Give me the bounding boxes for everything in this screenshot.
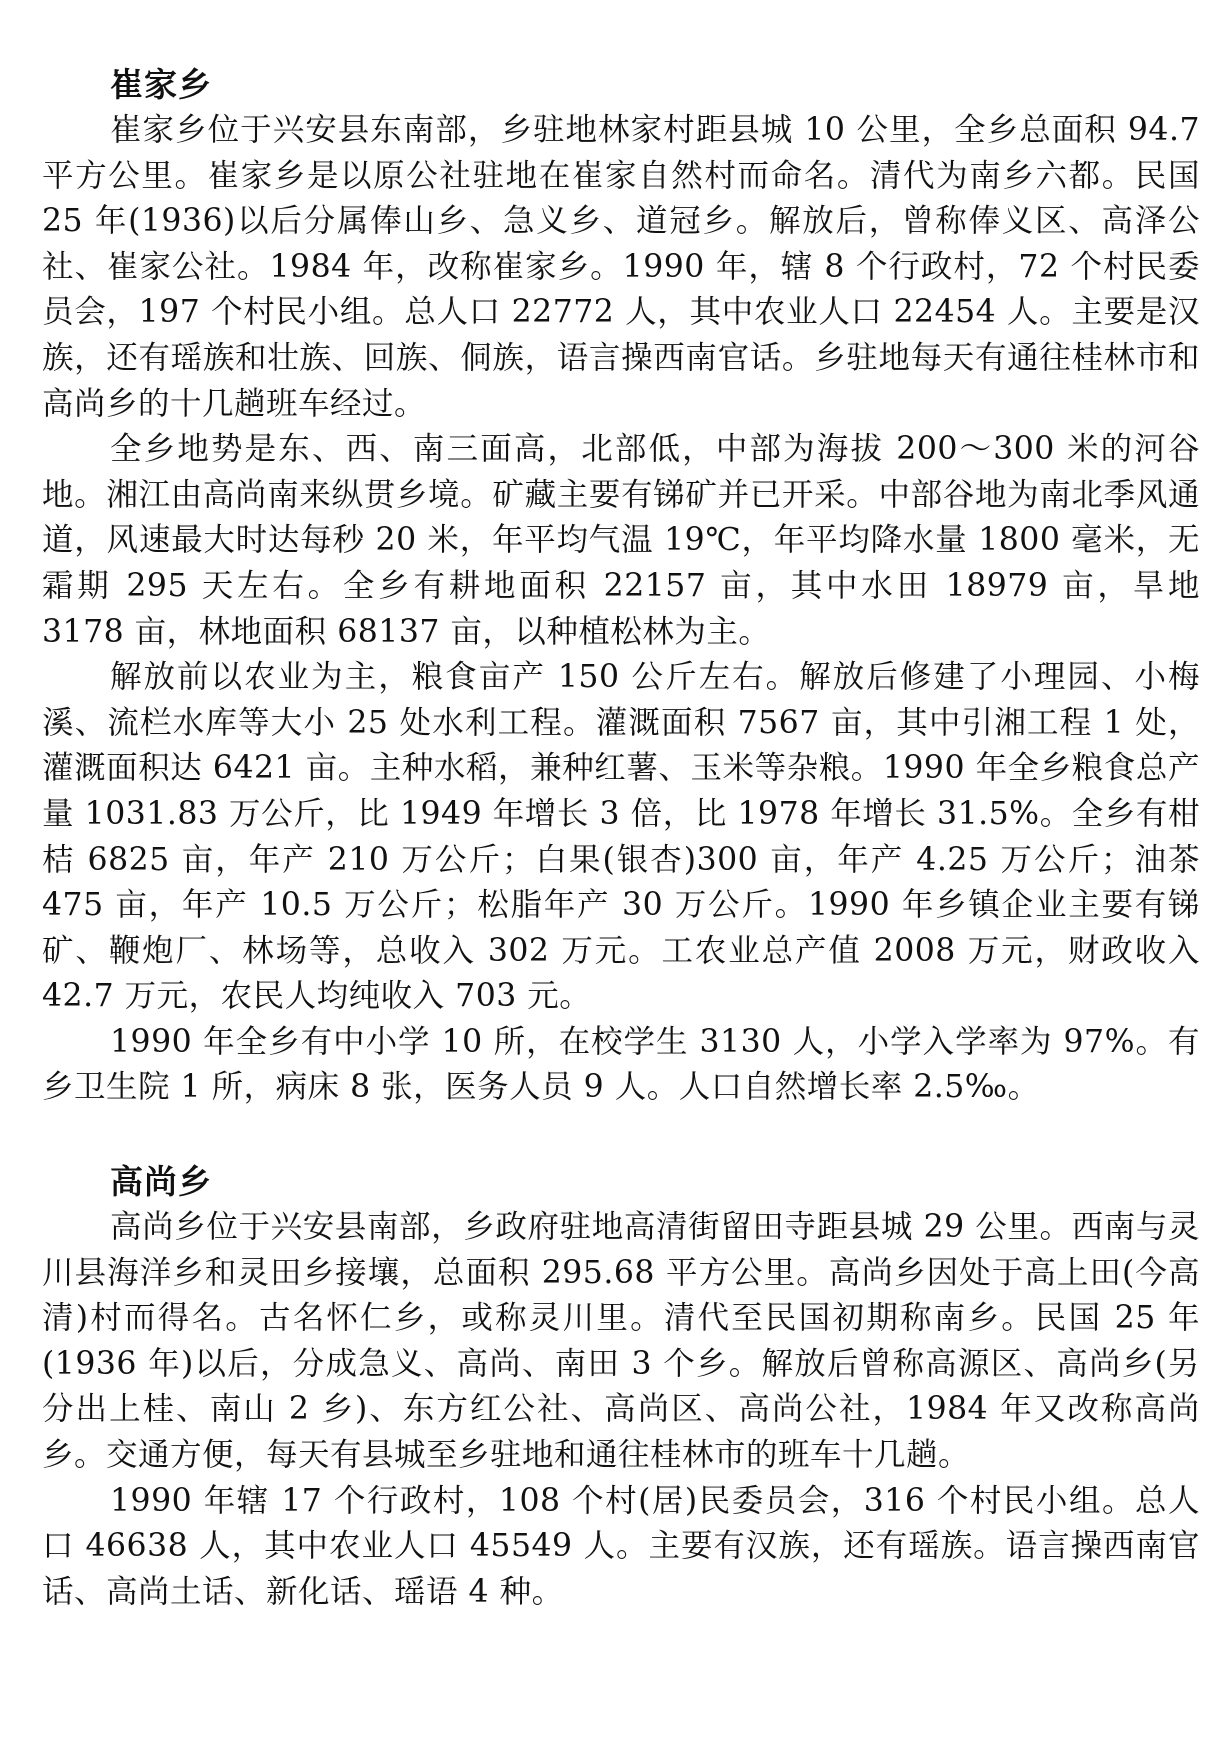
- paragraph: 1990 年全乡有中小学 10 所，在校学生 3130 人，小学入学率为 97%。有乡卫生院 1 所，病床 8 张，医务人员 9 人。人口自然增长率 2.5‰。: [42, 1023, 1200, 1106]
- paragraph: 1990 年辖 17 个行政村，108 个村(居)民委员会，316 个村民小组。总人口 46638 人，其中农业人口 45549 人。主要有汉族，还有瑶族。语言操西南官话、高尚土话、新化话、瑶语 4 种。: [42, 1482, 1200, 1610]
- section-title: 崔家乡: [110, 65, 212, 104]
- document-page: [42, 62, 1200, 1615]
- section-gaoshang: [42, 1159, 1200, 1615]
- paragraph: 全乡地势是东、西、南三面高，北部低，中部为海拔 200～300 米的河谷地。湘江由高尚南来纵贯乡境。矿藏主要有锑矿并已开采。中部谷地为南北季风通道，风速最大时达每秒 20 米，年平均气温 19℃，年平均降水量 1800 毫米，无霜期 295 天左右。全乡有耕地面积 22157 亩，其中水田 18979 亩，旱地 3178 亩，林地面积 68137 亩，以种植松林为主。: [42, 431, 1200, 650]
- paragraph: 解放前以农业为主，粮食亩产 150 公斤左右。解放后修建了小理园、小梅溪、流栏水库等大小 25 处水利工程。灌溉面积 7567 亩，其中引湘工程 1 处，灌溉面积达 6421 亩。主种水稻，兼种红薯、玉米等杂粮。1990 年全乡粮食总产量 1031.83 万公斤，比 1949 年增长 3 倍，比 1978 年增长 31.5%。全乡有柑桔 6825 亩，年产 210 万公斤；白果(银杏)300 亩，年产 4.25 万公斤；油茶 475 亩，年产 10.5 万公斤；松脂年产 30 万公斤。1990 年乡镇企业主要有锑矿、鞭炮厂、林场等，总收入 302 万元。工农业总产值 2008 万元，财政收入 42.7 万元，农民人均纯收入 703 元。: [42, 659, 1200, 1015]
- section-title: 高尚乡: [110, 1162, 212, 1202]
- section-cuijia: [42, 62, 1200, 1111]
- paragraph: 高尚乡位于兴安县南部，乡政府驻地高清街留田寺距县城 29 公里。西南与灵川县海洋乡和灵田乡接壤，总面积 295.68 平方公里。高尚乡因处于高上田(今高清)村而得名。古名怀仁乡，或称灵川里。清代至民国初期称南乡。民国 25 年(1936 年)以后，分成急义、高尚、南田 3 个乡。解放后曾称高源区、高尚乡(另分出上桂、南山 2 乡)、东方红公社、高尚区、高尚公社，1984 年又改称高尚乡。交通方便，每天有县城至乡驻地和通往桂林市的班车十几趟。: [42, 1209, 1200, 1474]
- paragraph: 崔家乡位于兴安县东南部，乡驻地林家村距县城 10 公里，全乡总面积 94.7 平方公里。崔家乡是以原公社驻地在崔家自然村而命名。清代为南乡六都。民国 25 年(1936)以后分属俸山乡、急义乡、道冠乡。解放后，曾称俸义区、高泽公社、崔家公社。1984 年，改称崔家乡。1990 年，辖 8 个行政村，72 个村民委员会，197 个村民小组。总人口 22772 人，其中农业人口 22454 人。主要是汉族，还有瑶族和壮族、回族、侗族，语言操西南官话。乡驻地每天有通往桂林市和高尚乡的十几趟班车经过。: [42, 112, 1200, 422]
